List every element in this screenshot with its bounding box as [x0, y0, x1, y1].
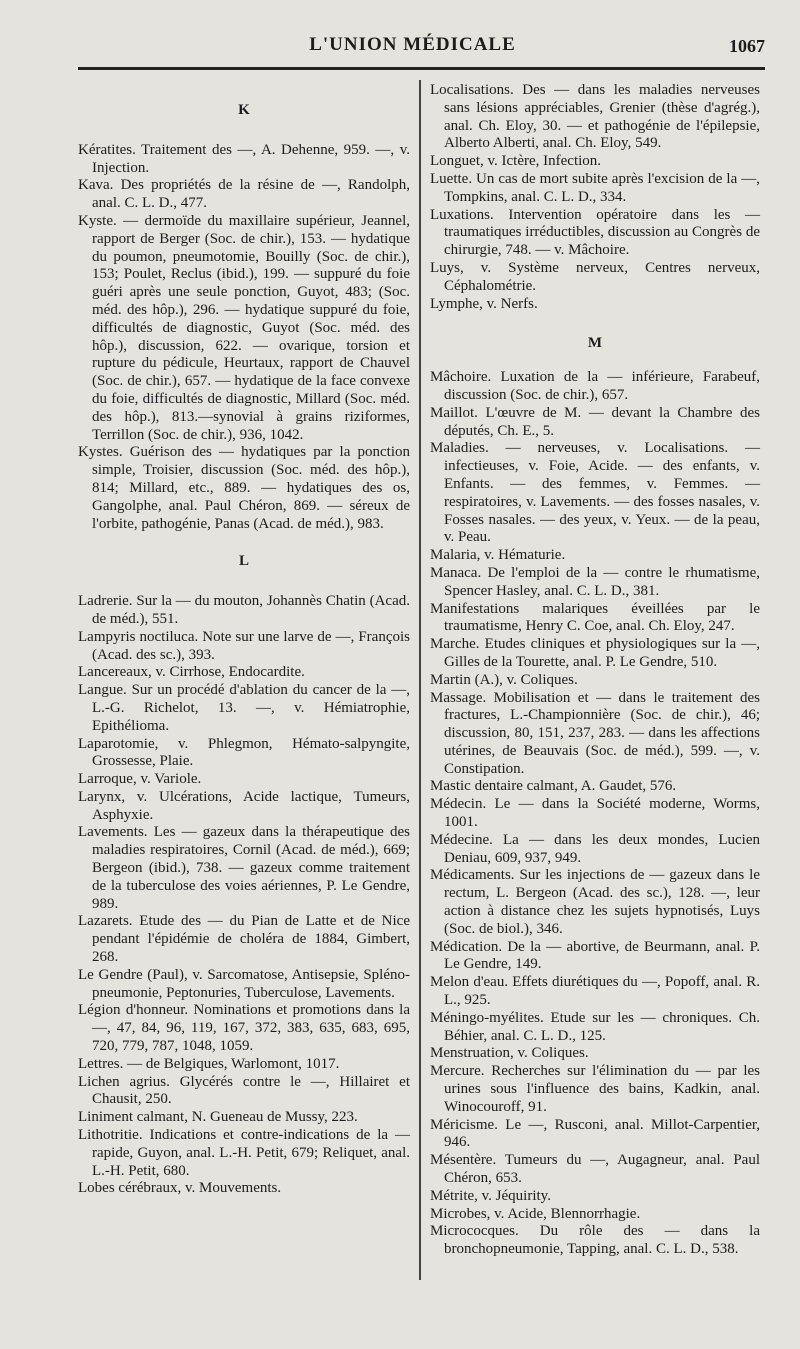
index-entry: Manifestations malariques éveillées par le traumatisme, Henry C. Coe, anal. Ch. Eloy, 247.: [430, 600, 760, 635]
index-entry: Massage. Mobilisation et — dans le traitement des fractures, L.-Championnière (Soc. de chir.), 46; discussion, 80, 151, 237, 283. — dans les affections utérines, de Beauvais (Soc. de méd.), 599. —, v. Constipation.: [430, 689, 760, 777]
index-entry: Kystes. Guérison des — hydatiques par la ponction simple, Troisier, discussion (Soc. méd. des hôp.), 814; Millard, etc., 889. — hydatiques des os, Gangolphe, anal. Paul Chéron, 869. — séreux de l'orbite, pathogénie, Panas (Acad. de méd.), 983.: [78, 444, 410, 532]
index-entry: Laparotomie, v. Phlegmon, Hémato-salpyngite, Grossesse, Plaie.: [78, 735, 410, 770]
index-entry: Longuet, v. Ictère, Infection.: [430, 153, 602, 170]
index-entry: Maillot. L'œuvre de M. — devant la Chambre des députés, Ch. E., 5.: [430, 404, 760, 439]
index-entry: Melon d'eau. Effets diurétiques du —, Popoff, anal. R. L., 925.: [430, 974, 760, 1009]
index-entry: Manaca. De l'emploi de la — contre le rhumatisme, Spencer Hasley, anal. C. L. D., 381.: [430, 564, 760, 599]
index-entry: Lancereaux, v. Cirrhose, Endocardite.: [78, 664, 305, 681]
index-entry: Mercure. Recherches sur l'élimination du — par les urines sous l'influence des bains, Kadkin, anal. Winocouroff, 91.: [430, 1063, 760, 1115]
index-entry: Luette. Un cas de mort subite après l'excision de la —, Tompkins, anal. C. L. D., 334.: [430, 170, 760, 205]
index-entry: Maladies. — nerveuses, v. Localisations. — infectieuses, v. Foie, Acide. — des enfants, v. Enfants. — des femmes, v. Femmes. — respiratoires, v. Lavements. — des fosses nasales, v. Fosses nasales. — des yeux, v. Yeux. — de la peau, v. Peau.: [430, 440, 760, 546]
index-entry: Liniment calmant, N. Gueneau de Mussy, 223.: [78, 1109, 358, 1126]
index-entry: Micrococques. Du rôle des — dans la bronchopneumonie, Tapping, anal. C. L. D., 538.: [430, 1223, 760, 1258]
index-entry: Martin (A.), v. Coliques.: [430, 671, 578, 688]
index-entry: Lobes cérébraux, v. Mouvements.: [78, 1180, 282, 1197]
column-divider: [419, 80, 421, 1280]
index-entry: Kava. Des propriétés de la résine de —, Randolph, anal. C. L. D., 477.: [78, 177, 410, 212]
index-entry: Lazarets. Etude des — du Pian de Latte et de Nice pendant l'épidémie de choléra de 1884, Gimbert, 268.: [78, 913, 410, 966]
index-entry: Lymphe, v. Nerfs.: [430, 295, 538, 312]
index-entry: Légion d'honneur. Nominations et promotions dans la —, 47, 84, 96, 119, 167, 372, 383, 635, 683, 695, 720, 779, 787, 1048, 1059.: [78, 1002, 410, 1055]
index-entry: Kératites. Traitement des —, A. Dehenne, 959. —, v. Injection.: [78, 141, 410, 176]
index-entry: Ladrerie. Sur la — du mouton, Johannès Chatin (Acad. de méd.), 551.: [78, 593, 410, 627]
index-entry: Malaria, v. Hématurie.: [430, 547, 566, 564]
section-letter-k: K: [238, 102, 250, 118]
section-letter-l: L: [238, 553, 249, 570]
index-entry: Langue. Sur un procédé d'ablation du cancer de la —, L.-G. Richelot, 13. —, v. Hémiatrophie, Epithélioma.: [78, 682, 410, 734]
index-entry: Lithotritie. Indications et contre-indications de la — rapide, Guyon, anal. L.-H. Petit, 679; Reliquet, anal. L.-H. Petit, 680.: [78, 1127, 410, 1179]
index-entry: Luxations. Intervention opératoire dans les — traumatiques irréductibles, discussion au Congrès de chirurgie, 748. — v. Mâchoire.: [430, 206, 760, 259]
right-column: [430, 82, 760, 1259]
header-rule: [78, 67, 765, 70]
index-entry: Microbes, v. Acide, Blennorrhagie.: [430, 1205, 641, 1222]
index-entry: Le Gendre (Paul), v. Sarcomatose, Antisepsie, Spléno-pneumonie, Peptonuries, Tuberculose, Lavements.: [78, 966, 410, 1001]
index-entry: Médication. De la — abortive, de Beurmann, anal. P. Le Gendre, 149.: [430, 938, 760, 973]
index-entry: Médecin. Le — dans la Société moderne, Worms, 1001.: [430, 796, 760, 831]
index-entry: Luys, v. Système nerveux, Centres nerveux, Céphalométrie.: [430, 259, 760, 294]
index-entry: Médicaments. Sur les injections de — gazeux dans le rectum, L. Bergeon (Acad. des sc.), 128. —, leur action à distance chez les sujets hypnotisés, Luys (Soc. de biol.), 346.: [430, 867, 760, 937]
section-letter-m: M: [587, 335, 603, 352]
left-column: [78, 82, 410, 1198]
index-entry: Mésentère. Tumeurs du —, Augagneur, anal. Paul Chéron, 653.: [430, 1152, 760, 1187]
index-entry: Lavements. Les — gazeux dans la thérapeutique des maladies respiratoires, Cornil (Acad. de méd.), 669; Bergeon (ibid.), 738. — gazeux comme traitement de la tuberculose des voies aériennes, P. Le Gendre, 989.: [78, 824, 410, 912]
index-entry: Mâchoire. Luxation de la — inférieure, Farabeuf, discussion (Soc. de chir.), 657.: [430, 369, 760, 403]
index-entry: Kyste. — dermoïde du maxillaire supérieur, Jeannel, rapport de Berger (Soc. de chir.), 153. — hydatique du poumon, pneumotomie, Bouilly (Soc. de chir.), 153; Poulet, Reclus (ibid.), 199. — suppuré du foie guéri après une seule ponction, Guyot, 483; (Soc. méd. des hôp.), 296. — hydatique suppuré du foie, difficultés de diagnostic, Guyot (Soc. méd. des hôp.), discussion, 622. — ovarique, torsion et rupture du pédicule, Heurtaux, rapport de Chauvel (Soc. de chir.), 657. — hydatique de la face convexe du foie, difficultés de diagnostic, Millard (Soc. méd. des hôp.), 813.—synovial à grains riziformes, Terrillon (Soc. de chir.), 936, 1042.: [78, 212, 410, 443]
index-entry: Larynx, v. Ulcérations, Acide lactique, Tumeurs, Asphyxie.: [78, 788, 410, 823]
index-entry: Mastic dentaire calmant, A. Gaudet, 576.: [430, 778, 677, 795]
index-entry: Lettres. — de Belgiques, Warlomont, 1017.: [78, 1055, 340, 1072]
index-entry: Menstruation, v. Coliques.: [430, 1045, 589, 1062]
index-entry: Métrite, v. Jéquirity.: [430, 1187, 551, 1204]
index-entry: Lichen agrius. Glycérés contre le —, Hillairet et Chausit, 250.: [78, 1073, 410, 1108]
page-number: 1067: [729, 36, 765, 56]
index-entry: Larroque, v. Variole.: [78, 771, 202, 788]
page-header: [60, 30, 765, 70]
index-entry: Méningo-myélites. Etude sur les — chroniques. Ch. Béhier, anal. C. L. D., 125.: [430, 1009, 760, 1044]
index-entry: Marche. Etudes cliniques et physiologiques sur la —, Gilles de la Tourette, anal. P. Le Gendre, 510.: [430, 636, 760, 670]
index-entry: Méricisme. Le —, Rusconi, anal. Millot-Carpentier, 946.: [430, 1116, 760, 1151]
index-entry: Lampyris noctiluca. Note sur une larve de —, François (Acad. des sc.), 393.: [78, 628, 410, 663]
index-entry: Localisations. Des — dans les maladies nerveuses sans lésions appréciables, Grenier (thèse d'agrég.), anal. Ch. Eloy, 30. — et pathogénie de l'épilepsie, Alberto Alberti, anal. Ch. Eloy, 549.: [430, 82, 760, 152]
journal-title: L'UNION MÉDICALE: [309, 34, 516, 55]
index-entry: Médecine. La — dans les deux mondes, Lucien Deniau, 609, 937, 949.: [430, 831, 760, 866]
